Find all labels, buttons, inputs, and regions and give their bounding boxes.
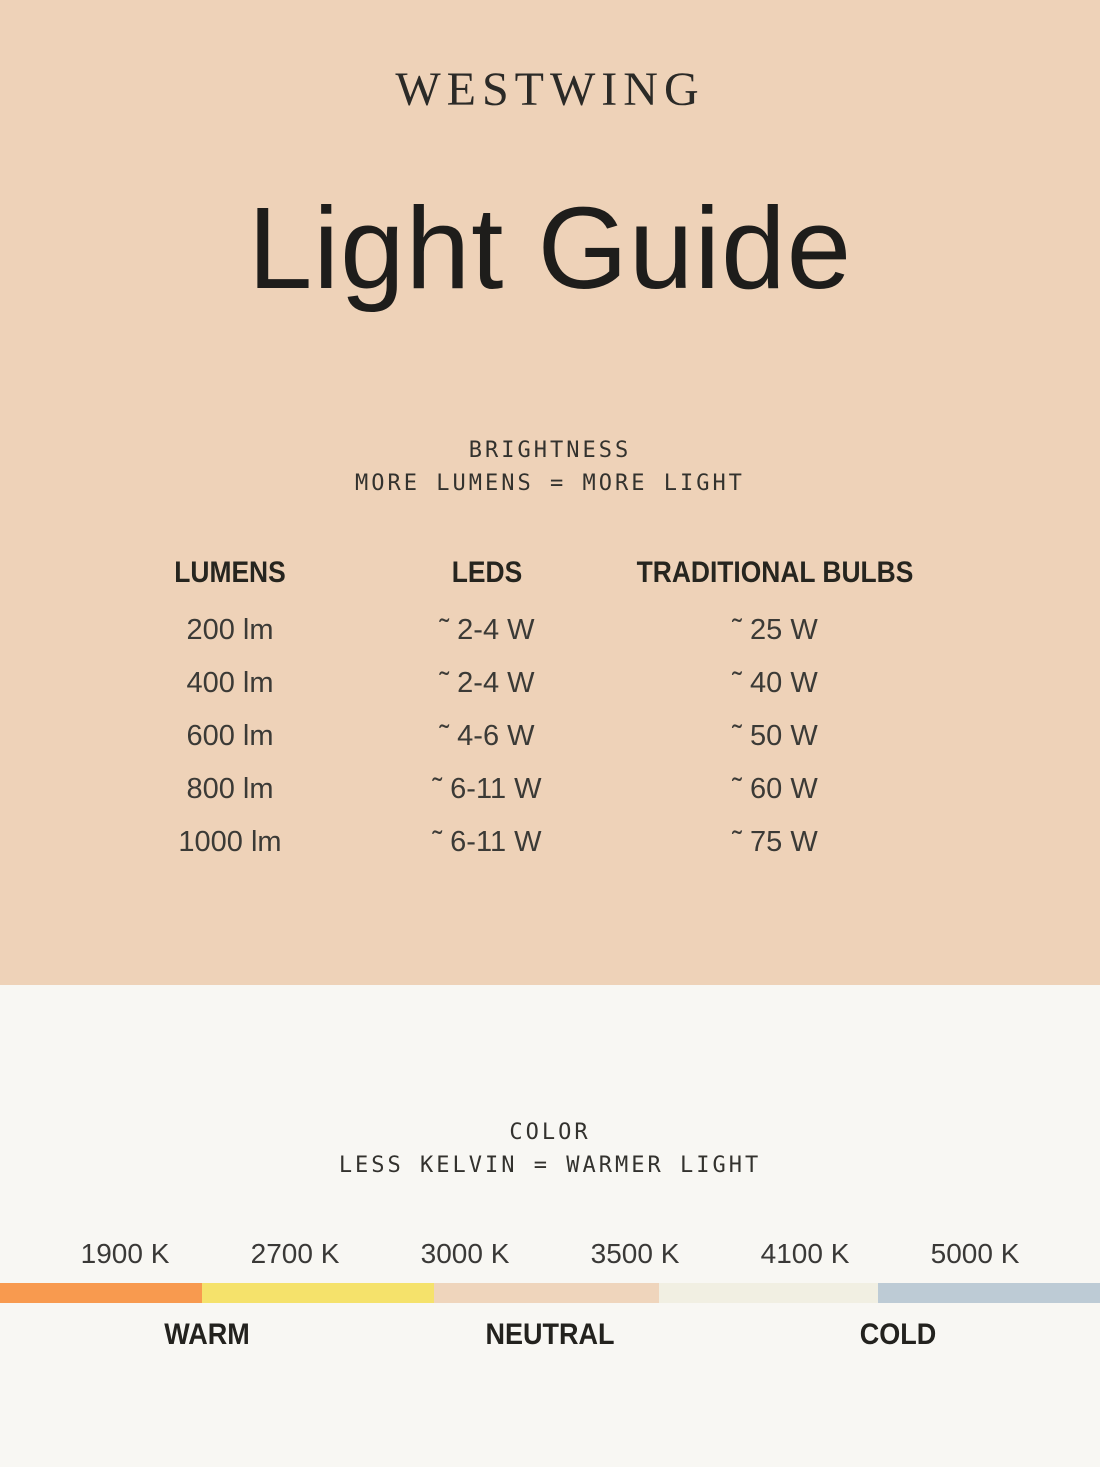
color-intro <box>0 985 1100 1182</box>
traditional-cell: ˜ 75 W <box>732 826 818 858</box>
lumens-cell: 600 lm <box>186 720 274 752</box>
kelvin-label: 1900 K <box>80 1238 170 1269</box>
temperature-labels <box>0 1320 1100 1350</box>
page-title: Light Guide <box>247 183 853 313</box>
traditional-cell: ˜ 60 W <box>732 773 818 805</box>
color-temperature-bar <box>0 1283 1100 1303</box>
lumens-cell: 200 lm <box>186 614 274 646</box>
kelvin-label: 2700 K <box>250 1238 340 1269</box>
color-bar-segment-warm-orange <box>0 1283 202 1303</box>
traditional-cell: ˜ 40 W <box>732 667 818 699</box>
kelvin-label: 3500 K <box>590 1238 680 1269</box>
color-bar-segment-neutral-peach <box>434 1283 658 1303</box>
traditional-cell: ˜ 25 W <box>732 614 818 646</box>
brightness-heading: BRIGHTNESS <box>468 438 632 463</box>
leds-cell: ˜ 4-6 W <box>439 720 535 752</box>
color-bar-segment-warm-yellow <box>202 1283 434 1303</box>
kelvin-label: 4100 K <box>760 1238 850 1269</box>
temp-label-warm: WARM <box>164 1318 250 1351</box>
column-header-lumens: LUMENS <box>174 556 286 589</box>
table-row <box>0 816 1100 869</box>
table-row <box>0 657 1100 710</box>
brightness-intro <box>0 434 1100 500</box>
color-subheading: LESS KELVIN = WARMER LIGHT <box>338 1153 762 1178</box>
lumens-cell: 400 lm <box>186 667 274 699</box>
table-row <box>0 763 1100 816</box>
column-header-traditional-bulbs: TRADITIONAL BULBS <box>636 556 914 589</box>
lumens-cell: 1000 lm <box>178 826 282 858</box>
kelvin-label: 5000 K <box>930 1238 1020 1269</box>
kelvin-label: 3000 K <box>420 1238 510 1269</box>
temp-label-neutral: NEUTRAL <box>485 1318 615 1351</box>
color-temperature-section <box>0 985 1100 1467</box>
traditional-cell: ˜ 50 W <box>732 720 818 752</box>
leds-cell: ˜ 6-11 W <box>432 826 542 858</box>
brand-logo: WESTWING <box>395 63 705 116</box>
table-row <box>0 604 1100 657</box>
leds-cell: ˜ 6-11 W <box>432 773 542 805</box>
brightness-subheading: MORE LUMENS = MORE LIGHT <box>355 471 745 496</box>
temp-label-cold: COLD <box>859 1318 937 1351</box>
kelvin-scale-labels <box>40 1239 1060 1269</box>
leds-cell: ˜ 2-4 W <box>439 614 535 646</box>
lumens-cell: 800 lm <box>186 773 274 805</box>
column-header-leds: LEDS <box>451 556 523 589</box>
table-header-row <box>0 558 1100 588</box>
table-row <box>0 710 1100 763</box>
leds-cell: ˜ 2-4 W <box>439 667 535 699</box>
color-bar-segment-cold-blue <box>878 1283 1100 1303</box>
color-heading: COLOR <box>509 1120 591 1145</box>
color-bar-segment-neutral-cream <box>659 1283 878 1303</box>
lumens-table <box>0 558 1100 869</box>
